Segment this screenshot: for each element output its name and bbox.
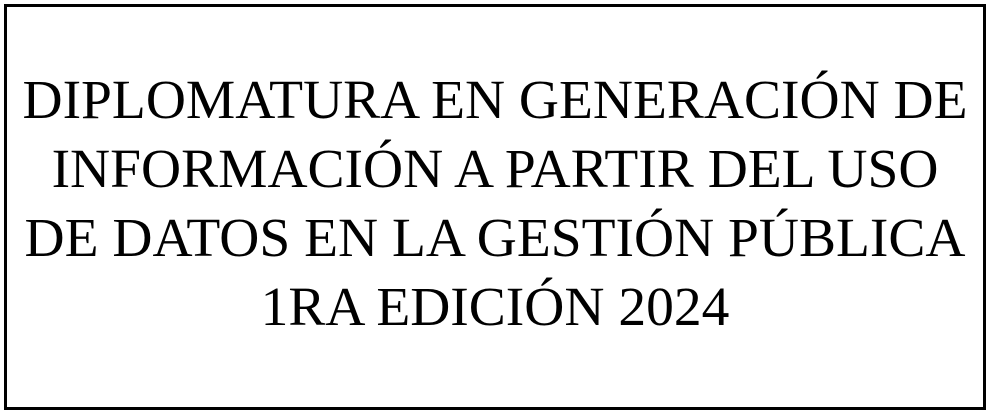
document-title xyxy=(22,66,967,342)
title-line-2: INFORMACIÓN A PARTIR DEL USO xyxy=(51,139,939,200)
title-line-3: DE DATOS EN LA GESTIÓN PÚBLICA xyxy=(24,208,966,269)
bordered-title-box xyxy=(4,4,986,410)
title-line-edition: 1RA EDICIÓN 2024 xyxy=(260,277,730,338)
title-line-1: DIPLOMATURA EN GENERACIÓN DE xyxy=(22,70,968,131)
